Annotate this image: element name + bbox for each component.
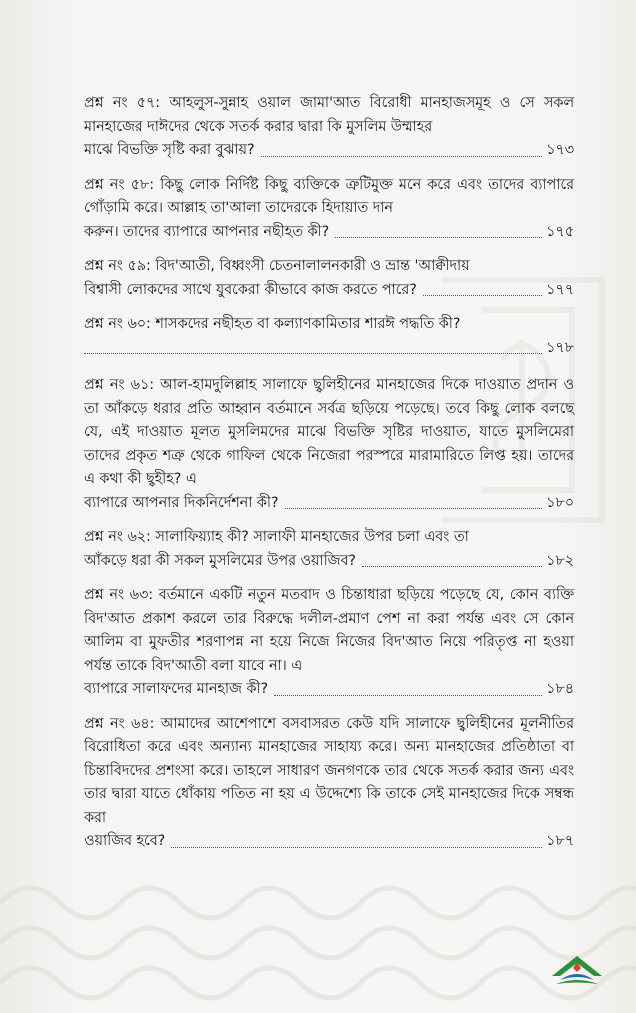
entry-question-text: প্রশ্ন নং ৬২: সালাফিয়্যাহ কী? সালাফী মানহাজের উপর চলা এবং তা	[84, 529, 469, 545]
contents-list	[84, 92, 574, 854]
dot-leader	[261, 156, 543, 157]
entry-page-number: ১৭৮	[546, 339, 574, 356]
entry-page-number: ১৮৭	[546, 833, 574, 849]
entry-question-tail: করুন। তাদের ব্যাপারে আপনার নছীহত কী?	[84, 223, 330, 240]
entry-tail-line	[84, 492, 574, 516]
dot-leader	[362, 566, 542, 567]
entry-question-tail: ব্যাপারে আপনার দিকনির্দেশনা কী?	[84, 494, 279, 511]
entry-question-text: প্রশ্ন নং ৬০: শাসকদের নছীহত বা কল্যাণকামিতার শারঈ পদ্ধতি কী?	[84, 316, 461, 332]
entry-tail-line	[84, 830, 574, 854]
entry-page-number: ১৭৭	[546, 281, 574, 298]
entry-tail-line	[84, 337, 574, 361]
dot-leader	[423, 295, 542, 296]
dot-leader	[335, 237, 542, 238]
dot-leader	[171, 847, 542, 848]
entry-question-text: প্রশ্ন নং ৫৭: আহলুস-সুন্নাহ ওয়াল জামা'আত বিরোধী মানহাজসমূহ ও সে সকল মানহাজের দাঈদের থেকে সতর্ক করার দ্বারা কি মুসলিম উম্মাহর	[84, 95, 574, 135]
entry-page-number: ১৭৫	[546, 223, 574, 240]
entry-question-text: প্রশ্ন নং ৬১: আল-হামদুলিল্লাহ সালাফে ছ্বলিহীনের মানহাজের দিকে দাওয়াত প্রদান ও তা আঁকড়ে ধরার প্রতি আহ্বান বর্তমানে সর্বত্র ছড়িয়ে পড়েছে। তবে কিছু লোক বলছে যে, এই দাওয়াত মূলত মুসলিমদের মাঝে বিভক্তি সৃষ্টির দাওয়াত, যাতে মুসলিমেরা তাদের প্রকৃত শত্রু থেকে গাফিল থেকে নিজেরা পরস্পরে মারামারিতে লিপ্ত হয়। তাদের এ কথা কী ছ্বহীহ? এ	[84, 377, 574, 487]
contents-entry-62	[84, 526, 574, 573]
entry-tail-line	[84, 221, 574, 245]
contents-entry-60	[84, 313, 574, 360]
contents-entry-64	[84, 713, 574, 854]
dot-leader	[285, 508, 543, 509]
entry-page-number: ১৮২	[546, 552, 574, 569]
contents-entry-59	[84, 255, 574, 302]
entry-page-number: ১৮০	[546, 494, 574, 511]
entry-tail-line	[84, 550, 574, 574]
entry-question-text: প্রশ্ন নং ৫৮: কিছু লোক নির্দিষ্ট কিছু ব্যক্তিকে ত্রুটিমুক্ত মনে করে এবং তাদের ব্যাপারে গোঁড়ামি করে। আল্লাহ তা'আলা তাদেরকে হিদায়াত দান	[84, 176, 574, 216]
entry-question-text: প্রশ্ন নং ৬৩: বর্তমানে একটি নতুন মতবাদ ও চিন্তাধারা ছড়িয়ে পড়েছে যে, কোন ব্যক্তি বিদ'আত প্রকাশ করলে তার বিরুদ্ধে দলীল-প্রমাণ পেশ না করা পর্যন্ত এবং সে কোন আলিম বা মুফতীর শরণাপন্ন না হয়ে নিজে নিজের বিদ'আত নিয়ে পরিতৃপ্ত না হওয়া পর্যন্ত তাকে বিদ'আতী বলা যাবে না। এ	[84, 587, 574, 674]
dot-leader	[274, 695, 542, 696]
entry-question-tail: ওয়াজিব হবে?	[84, 833, 166, 849]
entry-page-number: ১৭৩	[546, 142, 574, 158]
entry-question-tail: আঁকড়ে ধরা কী সকল মুসলিমের উপর ওয়াজিব?	[84, 552, 357, 569]
entry-page-number: ১৮৪	[546, 681, 574, 697]
entry-tail-line	[84, 139, 574, 163]
entry-tail-line	[84, 279, 574, 303]
entry-question-text: প্রশ্ন নং ৬৪: আমাদের আশেপাশে বসবাসরত কেউ যদি সালাফে ছ্বলিহীনের মূলনীতির বিরোধিতা করে এবং অন্যান্য মানহাজের সাহায্য করে। অন্য মানহাজের প্রতিষ্ঠাতা বা চিন্তাবিদদের প্রশংসা করে। তাহলে সাধারণ জনগণকে তার থেকে সতর্ক করার জন্য এবং তার দ্বারা যাতে ধোঁকায় পতিত না হয় এ উদ্দেশ্যে কি তাকে সেই মানহাজের দিকে সম্বন্ধ করা	[84, 715, 574, 826]
entry-question-tail: ব্যাপারে সালাফদের মানহাজ কী?	[84, 681, 269, 697]
entry-question-text: প্রশ্ন নং ৫৯: বিদ'আতী, বিধ্বংসী চেতনালালনকারী ও ভ্রান্ত 'আক্বীদায়	[84, 258, 470, 274]
entry-question-tail: মাঝে বিভক্তি সৃষ্টি করা বুঝায়?	[84, 142, 255, 158]
footer-pattern-icon	[0, 863, 636, 1013]
dot-leader	[84, 353, 542, 354]
contents-entry-57	[84, 92, 574, 163]
publisher-logo-icon	[548, 948, 606, 988]
contents-entry-61	[84, 374, 574, 515]
contents-entry-63	[84, 584, 574, 702]
entry-question-tail: বিশ্বাসী লোকদের সাথে যুবকেরা কীভাবে কাজ করতে পারে?	[84, 281, 417, 298]
entry-tail-line	[84, 678, 574, 702]
contents-entry-58	[84, 174, 574, 245]
